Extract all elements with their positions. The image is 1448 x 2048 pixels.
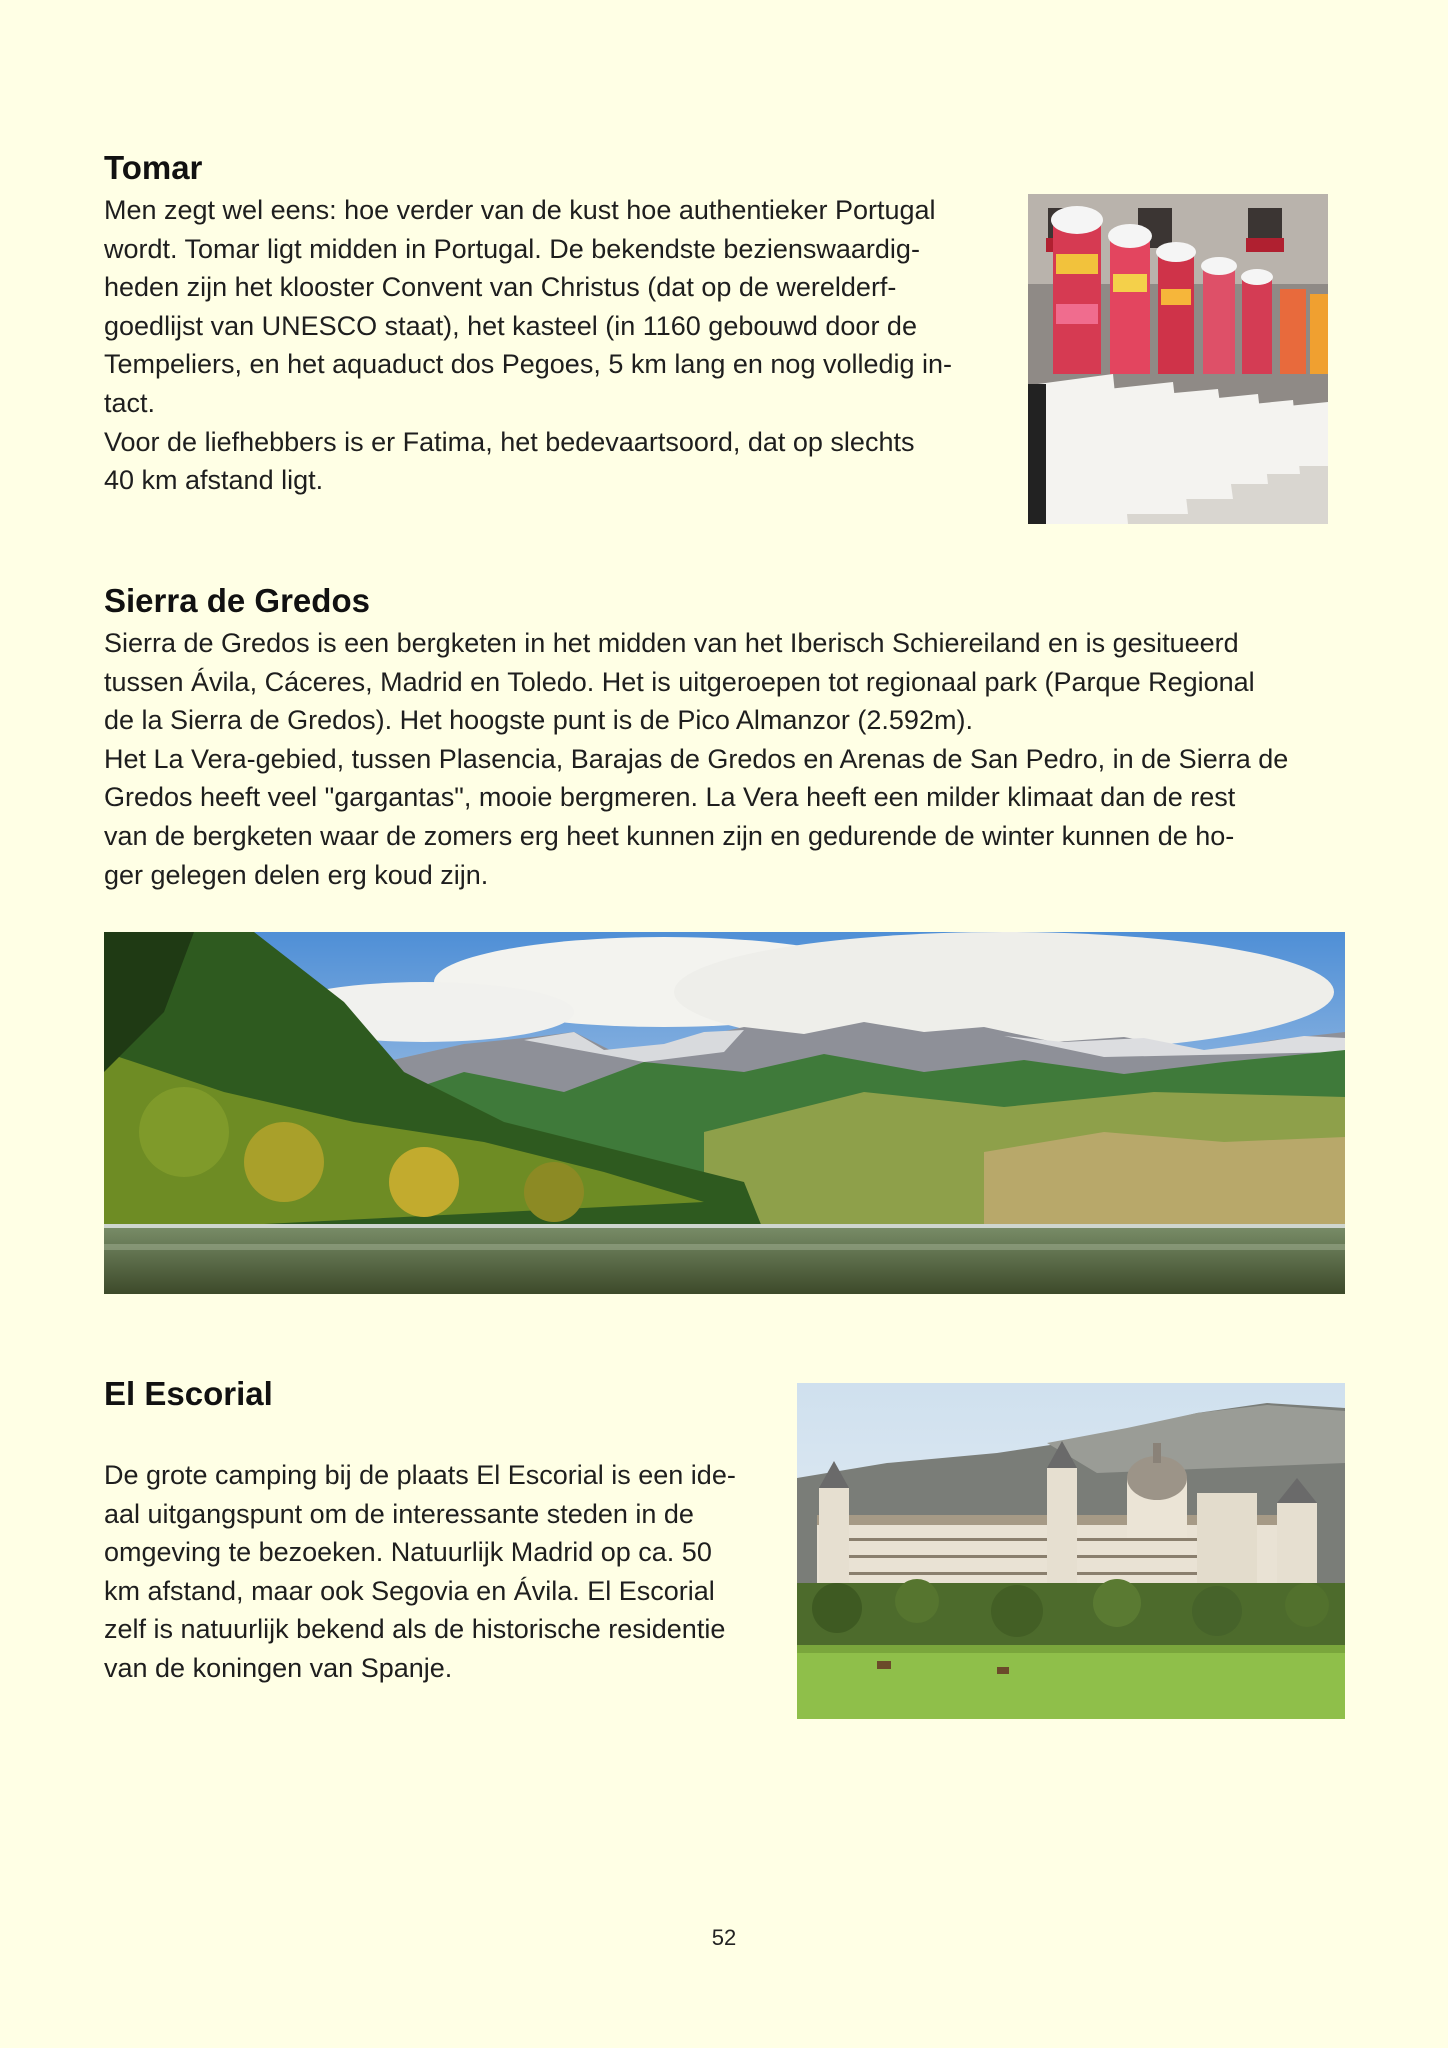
text-line: Sierra de Gredos is een bergketen in het midden van het Iberisch Schiereiland en is gesitueerd <box>104 628 1239 658</box>
gredos-lake-panorama <box>104 932 1345 1294</box>
text-line: aal uitgangspunt om de interessante steden in de <box>104 1498 694 1529</box>
text-line: Gredos heeft veel "gargantas", mooie bergmeren. La Vera heeft een milder klimaat dan de rest <box>104 782 1236 813</box>
text-line: ger gelegen delen erg koud zijn. <box>104 859 489 890</box>
text-line: goedlijst van UNESCO staat), het kasteel (in 1160 gebouwd door de <box>104 310 917 341</box>
text-line: Men zegt wel eens: hoe verder van de kust hoe authentieker Portugal <box>104 195 936 225</box>
escorial-heading: El Escorial <box>104 1375 273 1412</box>
text-line: tussen Ávila, Cáceres, Madrid en Toledo. Het is uitgeroepen tot regionaal park (Parque Regional <box>104 666 1255 697</box>
text-line: Het La Vera-gebied, tussen Plasencia, Barajas de Gredos en Arenas de San Pedro, in de Sierra de <box>104 743 1289 774</box>
tomar-heading: Tomar <box>104 149 203 186</box>
tomar-festival-photo <box>1028 194 1328 524</box>
text-line: van de bergketen waar de zomers erg heet kunnen zijn en gedurende de winter kunnen de ho- <box>104 820 1235 851</box>
escorial-monastery-photo <box>797 1383 1345 1719</box>
text-line: omgeving te bezoeken. Natuurlijk Madrid op ca. 50 <box>104 1537 712 1568</box>
text-line: heden zijn het klooster Convent van Christus (dat op de werelderf- <box>104 272 897 303</box>
gredos-paragraph <box>104 624 1288 894</box>
tomar-paragraph <box>104 191 952 500</box>
text-line: tact. <box>104 387 156 418</box>
text-line: wordt. Tomar ligt midden in Portugal. De bekendste bezienswaardig- <box>104 233 920 264</box>
text-line: Tempeliers, en het aquaduct dos Pegoes, 5 km lang en nog volledig in- <box>104 349 953 380</box>
text-line: van de koningen van Spanje. <box>104 1652 453 1683</box>
text-line: km afstand, maar ook Segovia en Ávila. El Escorial <box>104 1575 715 1606</box>
text-line: Voor de liefhebbers is er Fatima, het bedevaartsoord, dat op slechts <box>104 426 915 457</box>
text-line: De grote camping bij de plaats El Escorial is een ide- <box>104 1460 736 1490</box>
text-line: de la Sierra de Gredos). Het hoogste punt is de Pico Almanzor (2.592m). <box>104 705 973 736</box>
gredos-heading: Sierra de Gredos <box>104 582 370 619</box>
escorial-paragraph <box>104 1456 736 1688</box>
text-line: 40 km afstand ligt. <box>104 465 324 496</box>
page-number: 52 <box>711 1925 737 1950</box>
text-line: zelf is natuurlijk bekend als de historische residentie <box>104 1614 726 1645</box>
